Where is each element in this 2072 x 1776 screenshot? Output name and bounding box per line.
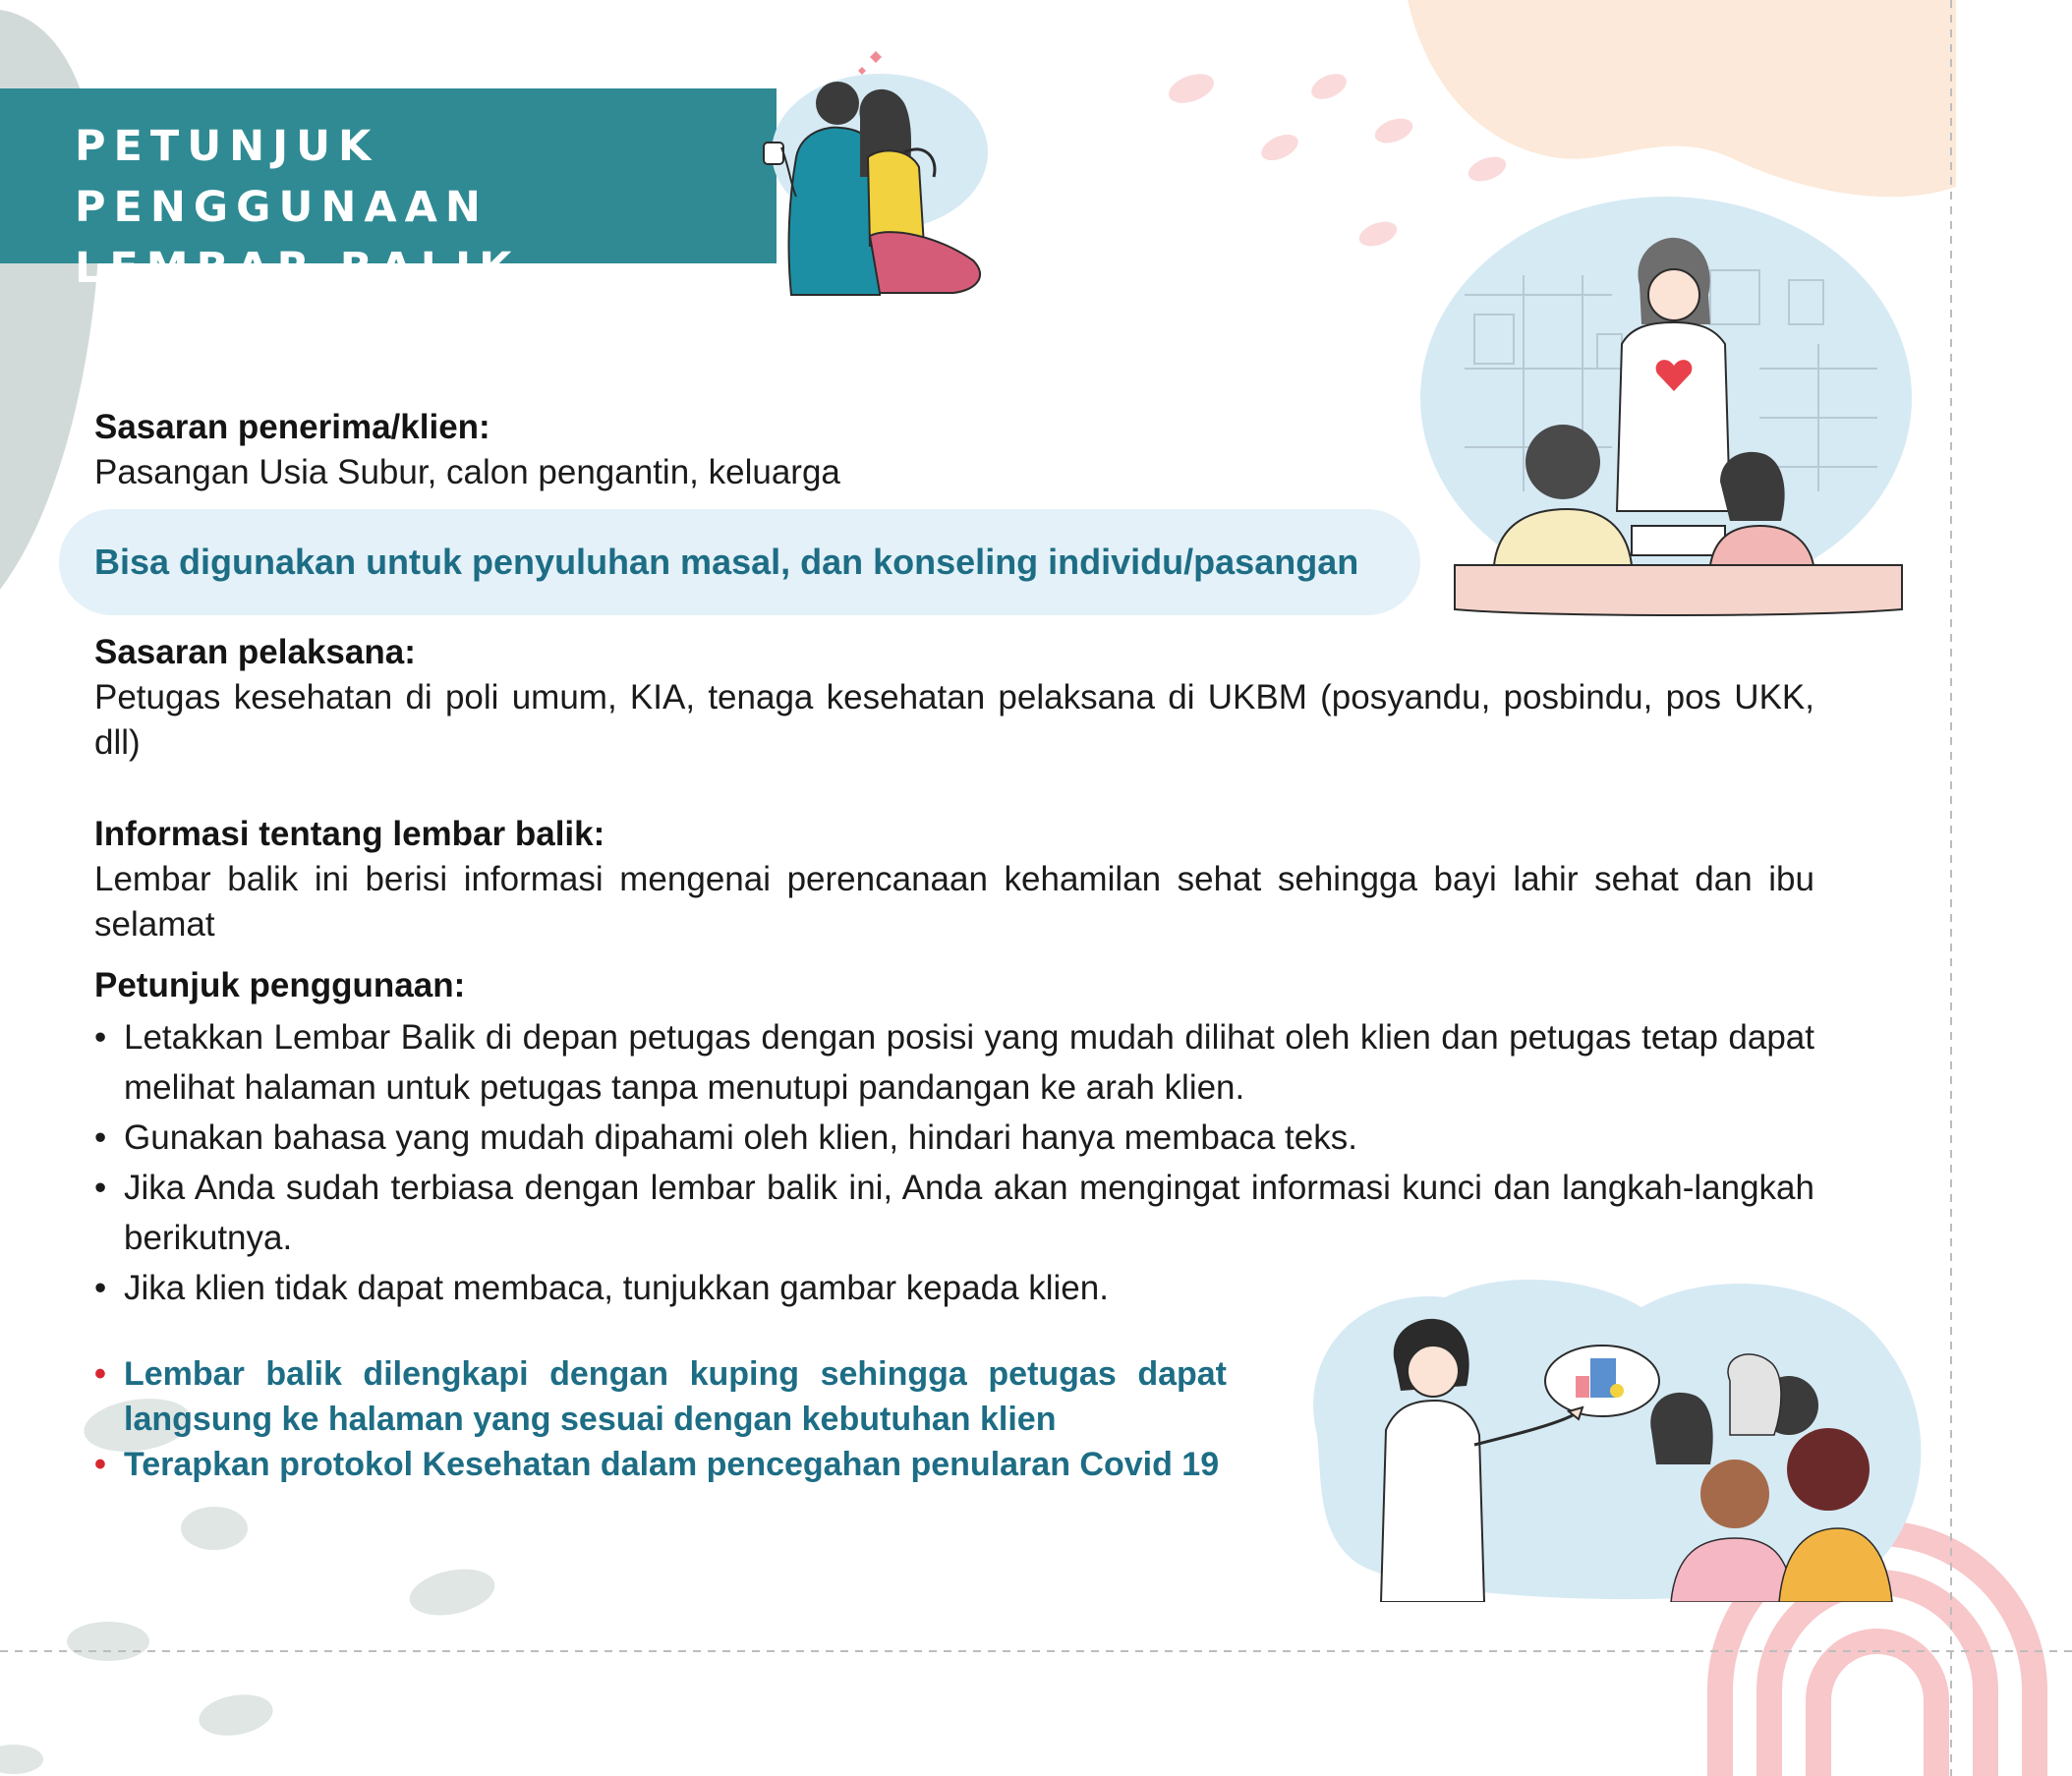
couple-illustration xyxy=(742,49,1007,300)
usage-item-text: Letakkan Lembar Balik di depan petugas dengan posisi yang mudah dilihat oleh klien dan petugas tetap dapat melihat halaman untuk petugas tanpa menutupi pandangan ke arah klien. xyxy=(124,1018,1814,1107)
usage-heading: Petunjuk penggunaan: xyxy=(94,966,466,1004)
notes-list xyxy=(94,1351,1227,1487)
page-title-line2: LEMBAR BALIK xyxy=(75,244,520,293)
bullet-icon: • xyxy=(94,1169,107,1207)
page-title xyxy=(75,116,782,299)
executor-heading: Sasaran pelaksana: xyxy=(94,633,416,671)
usage-item xyxy=(94,1012,1814,1113)
usage-item-text: Jika Anda sudah terbiasa dengan lembar balik ini, Anda akan mengingat informasi kunci dan langkah-langkah berikutnya. xyxy=(124,1169,1814,1257)
note-item-text: Terapkan protokol Kesehatan dalam pencegahan penularan Covid 19 xyxy=(124,1446,1220,1483)
note-item-text: Lembar balik dilengkapi dengan kuping sehingga petugas dapat langsung ke halaman yang sesuai dengan kebutuhan klien xyxy=(124,1355,1227,1438)
usage-item-text: Gunakan bahasa yang mudah dipahami oleh klien, hindari hanya membaca teks. xyxy=(124,1118,1357,1157)
doctor-counseling-illustration xyxy=(1415,197,1927,619)
bullet-icon: • xyxy=(94,1018,107,1057)
target-client-section xyxy=(94,405,1470,495)
usage-section xyxy=(94,963,1814,1313)
info-section xyxy=(94,812,1814,947)
executor-body: Petugas kesehatan di poli umum, KIA, tenaga kesehatan pelaksana di UKBM (posyandu, posbindu, pos UKK, dll) xyxy=(94,678,1814,762)
red-bullet-icon: • xyxy=(94,1355,106,1393)
usage-item xyxy=(94,1113,1814,1163)
bullet-icon: • xyxy=(94,1118,107,1157)
health-worker-group-illustration xyxy=(1278,1268,1936,1602)
target-client-body: Pasangan Usia Subur, calon pengantin, keluarga xyxy=(94,453,840,491)
bullet-icon: • xyxy=(94,1269,107,1307)
note-item xyxy=(94,1442,1227,1487)
target-client-heading: Sasaran penerima/klien: xyxy=(94,408,490,446)
usage-item xyxy=(94,1163,1814,1263)
info-body: Lembar balik ini berisi informasi mengenai perencanaan kehamilan sehat sehingga bayi lahir sehat dan ibu selamat xyxy=(94,860,1814,944)
page-title-line1: PETUNJUK PENGGUNAAN xyxy=(75,122,489,232)
executor-section xyxy=(94,630,1814,766)
red-bullet-icon: • xyxy=(94,1446,106,1483)
info-heading: Informasi tentang lembar balik: xyxy=(94,815,605,853)
highlight-text: Bisa digunakan untuk penyuluhan masal, dan konseling individu/pasangan xyxy=(94,542,1359,582)
usage-item-text: Jika klien tidak dapat membaca, tunjukkan gambar kepada klien. xyxy=(124,1269,1109,1307)
note-item xyxy=(94,1351,1227,1442)
